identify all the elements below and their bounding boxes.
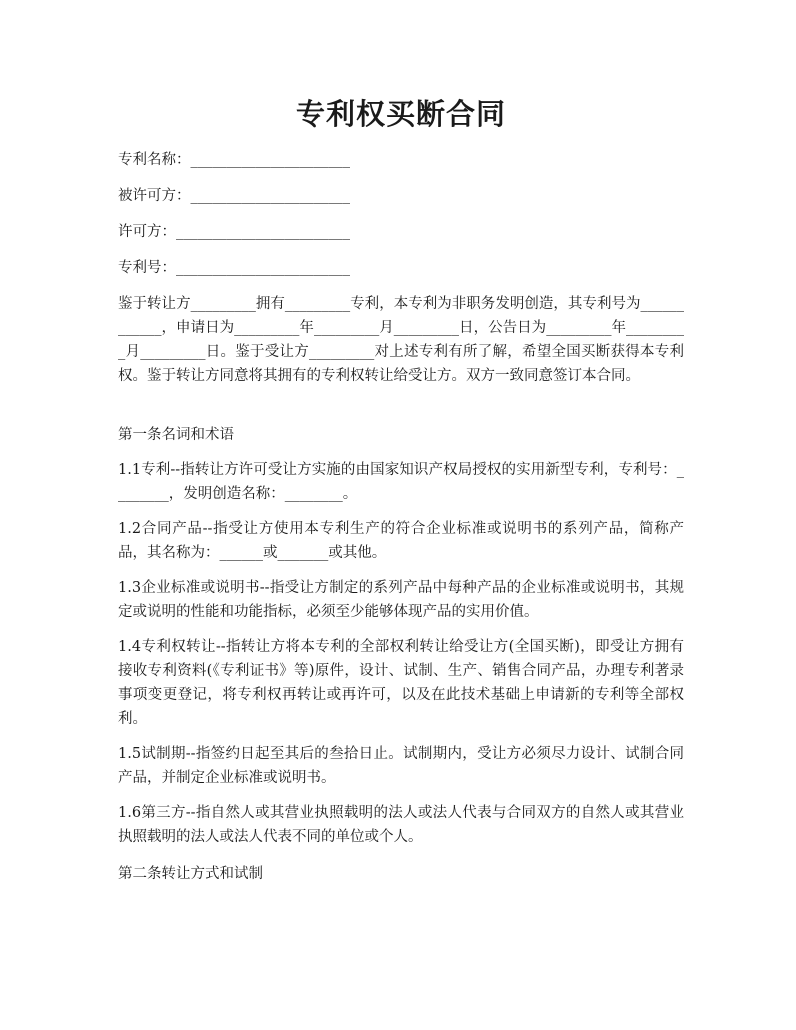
clause-1-2: 1.2合同产品--指受让方使用本专利生产的符合企业标准或说明书的系列产品，简称产品，其名称为：______或_______或其他。 [118,521,684,561]
clause-1-3: 1.3企业标准或说明书--指受让方制定的系列产品中每种产品的企业标准或说明书，其规定或说明的性能和功能指标，必须至少能够体现产品的实用价值。 [118,580,684,620]
field-patent-name [118,150,350,170]
field-licensee [118,186,350,206]
article-2-heading: 第二条转让方式和试制 [118,866,263,882]
article-1-heading: 第一条名词和术语 [118,427,234,443]
clause-1-4: 1.4专利权转让--指转让方将本专利的全部权利转让给受让方(全国买断)，即受让方拥有接收专利资料(《专利证书》等)原件，设计、试制、生产、销售合同产品，办理专利著录事项变更登记，将专利权再转让或再许可，以及在此技术基础上申请新的专利等全部权利。 [118,639,684,727]
clause-1-6: 1.6第三方--指自然人或其营业执照载明的法人或法人代表与合同双方的自然人或其营业执照载明的法人或法人代表不同的单位或个人。 [118,805,684,845]
field-label: 被许可方： [118,188,191,204]
clause-1-5: 1.5试制期--指签约日起至其后的叁拾日止。试制期内，受让方必须尽力设计、试制合同产品，并制定企业标准或说明书。 [118,746,684,786]
field-blank: ________________________ [176,224,350,240]
field-label: 许可方： [118,224,176,240]
clause-1-1: 1.1专利--指转让方许可受让方实施的由国家知识产权局授权的实用新型专利，专利号：________，发明创造名称：________。 [118,462,684,502]
field-blank: ______________________ [190,188,350,204]
document-title: 专利权买断合同 [295,97,506,131]
field-label: 专利名称： [118,152,191,168]
field-blank: ________________________ [176,260,350,276]
field-patent-number [118,258,350,278]
field-licensor [118,222,350,242]
preamble-paragraph: 鉴于转让方_________拥有_________专利，本专利为非职务发明创造，其专利号为____________，申请日为_________年_________月_________日，公告日为_________年_________月_________日。鉴于受让方_________对上述专利有所了解，希望全国买断获得本专利权。鉴于转让方同意将其拥有的专利权转让给受让方。双方一致同意签订本合同。 [118,296,684,384]
field-label: 专利号： [118,260,176,276]
field-blank: ______________________ [190,152,350,168]
